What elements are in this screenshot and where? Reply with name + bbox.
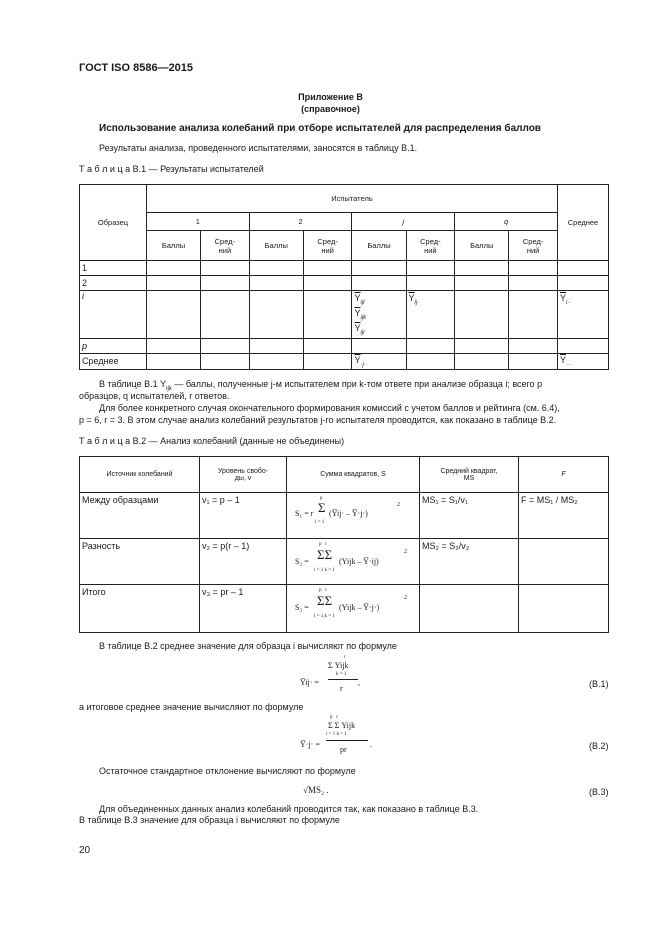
source-between-samples: Между образцами — [80, 493, 200, 539]
table-results — [79, 184, 609, 370]
header-df: Уровень свобо- ды, v — [200, 457, 287, 493]
sub-scores: Баллы — [455, 231, 509, 261]
section-title: Использование анализа колебаний при отборе испытателей для распределения баллов — [99, 123, 541, 134]
annex-title: Приложение В — [298, 92, 363, 102]
para-commission-cont: p = 6, r = 3. В этом случае анализ колебаний результатов j-го испытателя проводится, как показано в таблице В.2. — [79, 415, 557, 425]
page-number: 20 — [79, 845, 91, 856]
sub-mean: Сред- ний — [201, 231, 250, 261]
source-residual: Разность — [80, 539, 200, 585]
header-source: Источник колебаний — [80, 457, 200, 493]
row-label: p — [80, 338, 147, 353]
para-combined-data: Для объединенных данных анализ колебаний проводится так, как показано в таблице В.3. — [99, 804, 479, 814]
df-1: v₁ = p – 1 — [200, 493, 287, 539]
col-tester-header: Испытатель — [147, 185, 558, 213]
row-label: 2 — [80, 276, 147, 291]
equation-b1-label: (В.1) — [589, 679, 609, 689]
formula-s3: S₃ = p r ΣΣ i = 1,k = 1 (Yijk – Y̅·j·) 2 — [287, 585, 420, 633]
formula-s1: S₁ = r p Σ i = 1 (Y̅ij· – Y̅·j·) 2 — [287, 493, 420, 539]
table-variance — [79, 456, 609, 633]
df-3: v₃ = pr – 1 — [200, 585, 287, 633]
col-mean-header: Среднее — [558, 185, 609, 261]
header-mean-square: Средний квадрат, MS — [420, 457, 519, 493]
tester-q: q — [455, 213, 558, 231]
para-residual-sd: Остаточное стандартное отклонение вычисляют по формуле — [99, 766, 356, 776]
sub-mean: Сред- ний — [406, 231, 455, 261]
table2-caption: Т а б л и ц а В.2 — Анализ колебаний (данные не объединены) — [79, 436, 345, 446]
tester-2: 2 — [249, 213, 352, 231]
sub-scores: Баллы — [147, 231, 201, 261]
intro-text: Результаты анализа, проведенного испытателями, заносятся в таблицу В.1. — [99, 143, 418, 153]
para-table-b3: В таблице В.3 значение для образца i вычисляют по формуле — [79, 815, 340, 825]
f-empty — [519, 585, 609, 633]
cell-total-mean: $\overline{Y}_{\cdot\cdot\cdot}$ — [558, 353, 609, 369]
row-label: i — [80, 291, 147, 339]
sub-mean: Сред- ний — [303, 231, 352, 261]
f-ratio: F = MS₁ / MS₂ — [519, 493, 609, 539]
table1-caption: Т а б л и ц а В.1 — Результаты испытателей — [79, 164, 264, 174]
sub-scores: Баллы — [352, 231, 406, 261]
header-f: F — [519, 457, 609, 493]
cell-y-values: $\overline{Y}_{ijl}$ $\overline{Y}_{ijk}$ $\overline{Y}_{ijr}$ — [352, 291, 406, 339]
equation-b2-label: (В.2) — [589, 741, 609, 751]
para-yijk: В таблице В.1 $Y_{ijk}$ — баллы, полученные j-м испытателем при k-том ответе при анализе образца i; всего p — [99, 379, 543, 392]
ms-1: MS₁ = S₁/v₁ — [420, 493, 519, 539]
annex-subtitle: (справочное) — [301, 104, 360, 114]
row-label: Среднее — [80, 353, 147, 369]
equation-b1: Y̅ij· = r Σ Yijk k = 1 r , — [300, 655, 360, 693]
f-empty — [519, 539, 609, 585]
df-2: v₂ = p(r – 1) — [200, 539, 287, 585]
tester-1: 1 — [147, 213, 250, 231]
tester-j: j — [352, 213, 455, 231]
para-total-mean: а итоговое среднее значение вычисляют по формуле — [79, 702, 304, 712]
cell-y-mean: $\overline{Y}_{ij\cdot}$ — [406, 291, 455, 339]
ms-2: MS₂ = S₂/v₂ — [420, 539, 519, 585]
ms-empty — [420, 585, 519, 633]
para-sample-mean: В таблице В.2 среднее значение для образца i вычисляют по формуле — [99, 641, 397, 651]
col-sample-header: Образец — [80, 185, 147, 261]
sub-mean: Сред- ний — [509, 231, 558, 261]
cell-col-mean: $\overline{Y}_{\cdot j\cdot}$ — [352, 353, 406, 369]
row-label: 1 — [80, 261, 147, 276]
standard-header: ГОСТ ISO 8586—2015 — [79, 62, 194, 74]
cell-row-mean: $\overline{Y}_{i\cdot\cdot}$ — [558, 291, 609, 339]
formula-s2: S₂ = p r ΣΣ i = 1 k = 1 (Yijk – Y̅·ij) 2 — [287, 539, 420, 585]
equation-b3: √MS₂ . — [303, 785, 329, 795]
para-yijk-cont: образцов, q испытателей, r ответов. — [79, 391, 230, 401]
sub-scores: Баллы — [249, 231, 303, 261]
source-total: Итого — [80, 585, 200, 633]
header-sum-squares: Сумма квадратов, S — [287, 457, 420, 493]
equation-b3-label: (В.3) — [589, 787, 609, 797]
equation-b2: Y̅·j· = p r Σ Σ Yijk i = 1 k = 1 pr . — [300, 715, 372, 754]
para-commission: Для более конкретного случая окончательного формирования комиссий с учетом баллов и рейтинга (см. 6.4), — [99, 403, 560, 413]
